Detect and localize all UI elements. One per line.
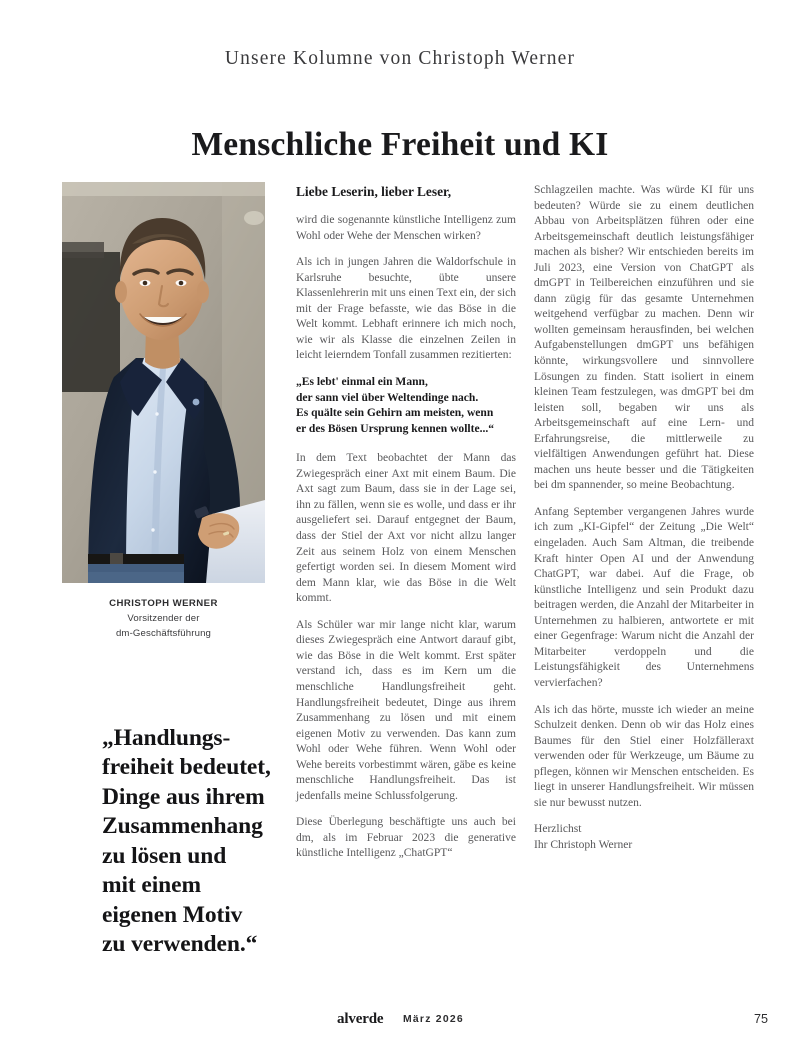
body-column-2 bbox=[534, 183, 754, 853]
pull-quote bbox=[102, 724, 317, 960]
verse-line: „Es lebt' einmal ein Mann, bbox=[296, 375, 428, 388]
pull-quote-line: eigenen Motiv bbox=[102, 901, 243, 928]
signoff-line-1: Herzlichst bbox=[534, 823, 582, 836]
pull-quote-line: „Handlungs- bbox=[102, 724, 231, 751]
body-paragraph: Diese Überlegung beschäftigte uns auch bei dm, als im Februar 2023 die generative künstliche Intelligenz „ChatGPT“ bbox=[296, 816, 516, 860]
portrait-illustration bbox=[62, 182, 265, 583]
page-title: Menschliche Freiheit und KI bbox=[191, 126, 609, 164]
pull-quote-line: mit einem bbox=[102, 872, 201, 898]
body-paragraph: In dem Text beobachtet der Mann das Zwiegespräch einer Axt mit einem Baum. Die Axt sagt zum Baum, dass sie in der Lage sei, ihn zu fällen, wenn sie es wolle, und dass er ihr ausgeliefert sei. Darauf entgegnet der Baum, dass der Stiel der Axt vor nicht allzu langer Zeit aus seinem Holz von einem Menschen gefertigt worden sei. In diesem Moment wird dem Mann klar, wie das Böse in die Welt kommt. bbox=[296, 452, 516, 605]
pull-quote-line: freiheit bedeutet, bbox=[102, 754, 271, 780]
photo-caption bbox=[62, 596, 265, 641]
verse-line: er des Bösen Ursprung kennen wollte...“ bbox=[296, 422, 495, 435]
pull-quote-line: Dinge aus ihrem bbox=[102, 783, 265, 810]
body-paragraph: wird die sogenannte künstliche Intelligenz zum Wohl oder Wehe der Menschen wirken? bbox=[296, 214, 516, 242]
body-paragraph: Anfang September vergangenen Jahres wurde ich zum „KI-Gipfel“ der Zeitung „Die Welt“ eingeladen. Auch Sam Altman, die treibende Kraft hinter Open AI und der Anwendung ChatGPT, war dabei. Auf die Frage, ob künstliche Intelligenz und sein Produkt dazu beitragen werden, die Anzahl der Mitarbeiter in Unternehmen zu halbieren, antwortete er mit einer Gegenfrage: Warum nicht die Anzahl der Mitarbeiter verdoppeln und die Leistungsfähigkeit des Unternehmens vervierfachen? bbox=[534, 505, 754, 689]
body-paragraph: Als Schüler war mir lange nicht klar, warum dieses Zwiegespräch eine Antwort darauf gibt, wie das Böse in die Welt kommt. Erst später verstand ich, dass es im Kern um die menschliche Handlungsfreiheit geht. Handlungsfreiheit bedeutet, Dinge aus ihrem Zusammenhang zu lösen und mit einem eigenen Motiv zu verwenden. Das kann zum Wohl oder Wehe führen. Wenn Wohl oder Wehe bereits vorbestimmt wären, gäbe es keine menschliche Handlungsfreiheit. Das ist jedenfalls meine Schlussfolgerung. bbox=[296, 618, 516, 802]
author-role-line-1: Vorsitzender der bbox=[127, 613, 200, 624]
verse-line: Es quälte sein Gehirn am meisten, wenn bbox=[296, 407, 494, 420]
issue-date: März 2026 bbox=[403, 1014, 464, 1025]
signoff-line-2: Ihr Christoph Werner bbox=[534, 838, 633, 851]
author-name: CHRISTOPH WERNER bbox=[109, 598, 218, 609]
page-footer bbox=[0, 1011, 800, 1033]
body-paragraph: Schlagzeilen machte. Was würde KI für uns bedeuten? Würde sie zu einem deutlichen Abbau von Arbeitsplätzen führen oder eine Arbeitsgemeinschaft deutlich leistungsfähiger machen als bisher? Wir entschieden bereits im Juli 2023, eine Version von ChatGPT als dmGPT in Teilbereichen einzuführen und sie dann zügig für das gesamte Unternehmen weitgehend verfügbar zu machen. Denn wir wollten gemeinsam herausfinden, bei welchen Aufgabenstellungen dmGPT uns befähigen könnte, wirkungsvollere und sinnvollere Lösungen zu finden. Statt isoliert in einem kleinen Team festzulegen, was dmGPT bei dm leisten soll, begaben wir uns als Arbeitsgemeinschaft auf eine Lern- und Erfahrungsreise, die mittlerweile zu vielfältigen Anwendungen geführt hat. Diese machen uns heute besser und die Tätigkeiten bei dm spannender, so meine Beobachtung. bbox=[534, 184, 754, 492]
pull-quote-line: zu lösen und bbox=[102, 842, 227, 869]
author-portrait-photo bbox=[62, 182, 265, 583]
body-column-1 bbox=[296, 183, 516, 862]
verse-block bbox=[296, 375, 516, 437]
signoff-block bbox=[534, 822, 754, 853]
body-paragraph: Als ich in jungen Jahren die Waldorfschule in Karlsruhe besuchte, übte unsere Klassenlehrerin mit uns einen Text ein, der sich mit der Frage befasste, wie das Böse in die Welt kommt. Lebhaft erinnere ich mich noch, wie wir als Klasse die einzelnen Zeilen in leicht leierndem Tonfall zusammen rezitierten: bbox=[296, 256, 516, 362]
pull-quote-line: Zusammenhang bbox=[102, 813, 263, 839]
page-kicker: Unsere Kolumne von Christoph Werner bbox=[224, 48, 576, 69]
magazine-brand: alverde bbox=[337, 1011, 384, 1027]
author-role-line-2: dm-Geschäftsführung bbox=[115, 628, 212, 639]
page-number: 75 bbox=[753, 1012, 768, 1026]
body-paragraph: Als ich das hörte, musste ich wieder an meine Schulzeit denken. Denn ob wir das Holz eines Baumes für den Stiel einer Holzfälleraxt verwenden oder für Werkzeuge, um Bäume zu pflegen, können wir Menschen entscheiden. Es liegt in unserer Handlungsfreiheit. Wir müssen sie nur bewusst nutzen. bbox=[534, 703, 754, 809]
pull-quote-line: zu verwenden.“ bbox=[102, 931, 258, 957]
salutation: Liebe Leserin, lieber Leser, bbox=[296, 184, 452, 199]
verse-line: der sann viel über Weltendinge nach. bbox=[296, 391, 479, 404]
